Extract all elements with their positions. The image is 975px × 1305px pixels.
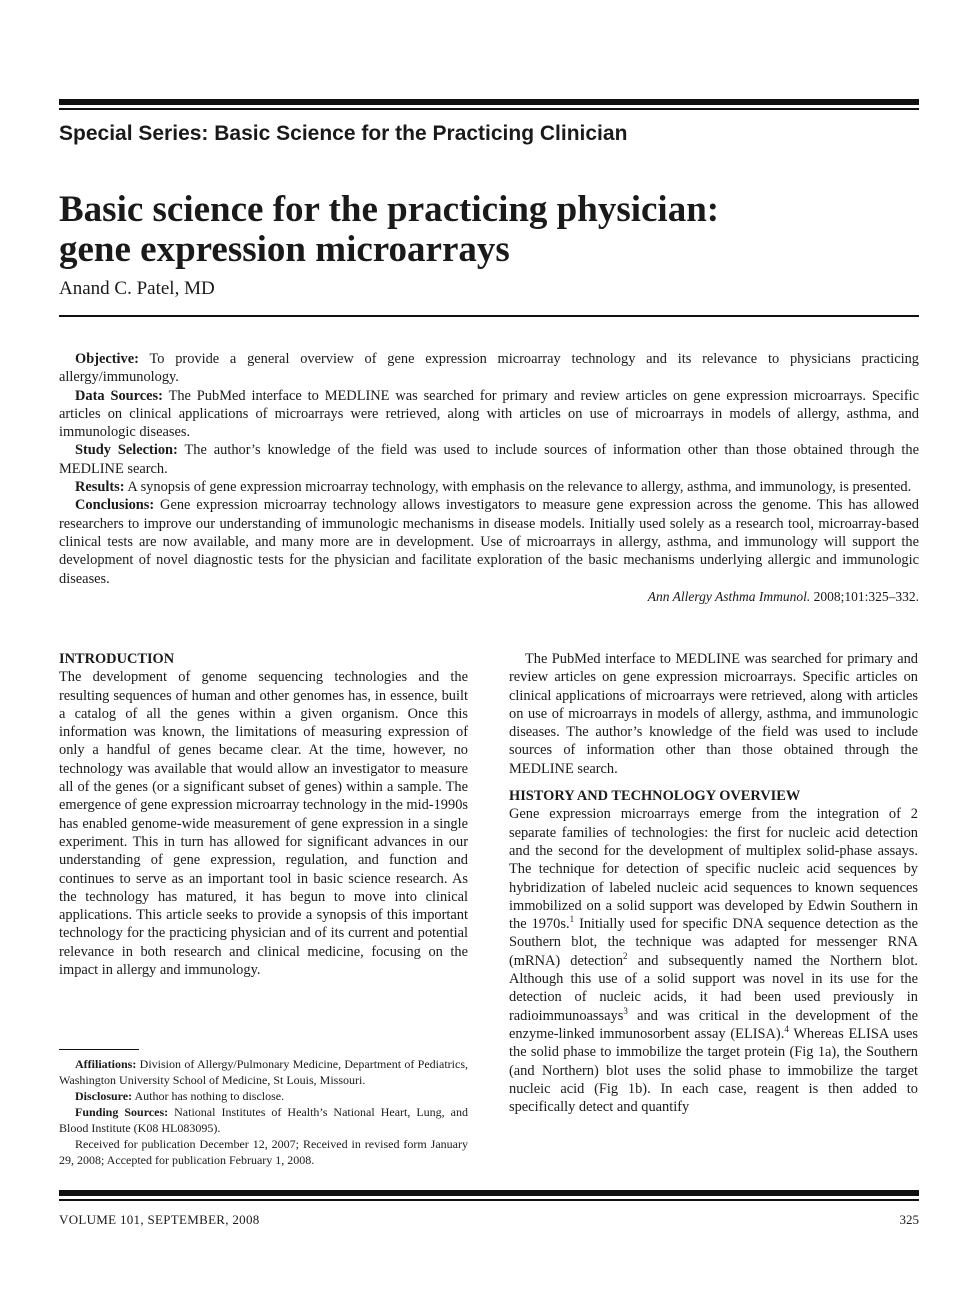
footnote-funding: Funding Sources: National Institutes of Health’s National Heart, Lung, and Blood Institute (K08 HL083095). xyxy=(59,1105,469,1135)
footnotes xyxy=(59,1056,468,1168)
history-paragraph: Gene expression microarrays emerge from the integration of 2 separate families of technologies: the first for nucleic acid detection and the second for the development of multiplex solid-phase assays. The technique for detection of specific nucleic acid sequences by hybridization of labeled nucleic acid sequences to known sequences immobilized on a solid support was developed by Edwin Southern in the 1970s.$^1$ Initially used for specific DNA sequence detection as the Southern blot, the technique was adapted for messenger RNA (mRNA) detection$^2$ and subsequently named the Northern blot. Although this use of a solid support was novel in its use for the detection of nucleic acids, it had been used previously in radioimmunoassays$^3$ and was critical in the development of the enzyme-linked immunosorbent assay (ELISA).$^4$ Whereas ELISA uses the solid phase to immobilize the target protein (Fig 1a), the Southern (and Northern) blot uses the solid phase to immobilize the target nucleic acid (Fig 1b). In each case, reagent is then added to specifically detect and quantify xyxy=(509,806,918,1116)
bottom-rule-thin xyxy=(59,1199,919,1201)
abstract xyxy=(59,350,919,606)
bottom-rule-thick xyxy=(59,1190,919,1196)
footnote-disclosure: Disclosure: Author has nothing to disclose. xyxy=(75,1089,285,1103)
footer-page-number: 325 xyxy=(899,1212,919,1227)
author-name: Anand C. Patel, MD xyxy=(59,278,215,299)
top-rule-thin xyxy=(59,108,919,110)
right-column xyxy=(509,650,918,1116)
methods-paragraph: The PubMed interface to MEDLINE was searched for primary and review articles on gene expression microarrays. Specific articles on clinical applications of microarrays were retrieved, along with articles on use of microarrays in models of allergy, asthma, and immunologic diseases. The author’s knowledge of the field was used to include sources of information other than those obtained through the MEDLINE search. xyxy=(509,651,918,777)
title-rule xyxy=(59,315,919,317)
left-column xyxy=(59,650,468,979)
ref-3[interactable]: 3 xyxy=(623,1005,628,1016)
top-rule-thick xyxy=(59,99,919,105)
series-heading: Special Series: Basic Science for the Practicing Clinician xyxy=(59,122,628,145)
footnote-rule xyxy=(59,1049,139,1050)
abstract-data-sources: Data Sources: The PubMed interface to MEDLINE was searched for primary and review articles on gene expression microarrays. Specific articles on clinical applications of microarrays were retrieved, along with articles on use of microarrays in models of allergy, asthma, and immunologic diseases. xyxy=(59,387,920,441)
abstract-study-selection: Study Selection: The author’s knowledge of the field was used to include sources of information other than those obtained through the MEDLINE search. xyxy=(59,442,919,477)
introduction-paragraph: The development of genome sequencing technologies and the resulting sequences of human and other genomes has, in essence, built a catalog of all the genes within a given organism. Once this information was known, the limitations of measuring expression of only a handful of genes became clear. At the time, however, no technology was available that would allow an investigator to measure all of the genes (or a significant subset of genes) within a sample. The emergence of gene expression microarray technology in the mid-1990s has enabled genome-wide measurement of gene expression in a single experiment. This in turn has allowed for significant advances in our understanding of gene expression, regulation, and function and continues to serve as an important tool in basic science research. As the technology has matured, it has begun to move into clinical applications. This article seeks to provide a synopsis of this important technology for the practicing physician and of its current and potential relevance in both research and clinical medicine, focusing on the impact in allergy and immunology. xyxy=(59,669,468,979)
ref-4[interactable]: 4 xyxy=(784,1024,789,1035)
ref-1[interactable]: 1 xyxy=(569,914,575,925)
footnote-affiliations: Affiliations: Division of Allergy/Pulmonary Medicine, Department of Pediatrics, Washington University School of Medicine, St Louis, Missouri. xyxy=(59,1057,468,1087)
article-title xyxy=(59,190,919,270)
introduction-heading: INTRODUCTION xyxy=(59,651,175,667)
abstract-results: Results: A synopsis of gene expression microarray technology, with emphasis on the relevance to allergy, asthma, and immunology, is presented. xyxy=(75,479,912,496)
title-line-2: gene expression microarrays xyxy=(59,229,510,270)
footnote-received: Received for publication December 12, 2007; Received in revised form January 29, 2008; Accepted for publication February 1, 2008. xyxy=(59,1137,468,1167)
history-heading: HISTORY AND TECHNOLOGY OVERVIEW xyxy=(509,788,801,805)
title-line-1: Basic science for the practicing physician: xyxy=(59,189,720,230)
footer-volume: VOLUME 101, SEPTEMBER, 2008 xyxy=(59,1212,260,1227)
abstract-conclusions: Conclusions: Gene expression microarray technology allows investigators to measure gene expression across the genome. This has allowed researchers to improve our understanding of immunologic mechanisms in disease models. Initially used solely as a research tool, microarray-based clinical tests are now available, and many more are in development. Use of microarrays in allergy, asthma, and immunology will support the development of novel diagnostic tests for the physician and facilitate exploration of the basic mechanisms underlying allergic and immunologic diseases. xyxy=(59,497,919,587)
abstract-objective: Objective: To provide a general overview of gene expression microarray technology and its relevance to physicians practicing allergy/immunology. xyxy=(59,351,919,386)
citation: Ann Allergy Asthma Immunol. 2008;101:325–332. xyxy=(647,588,919,604)
ref-2[interactable]: 2 xyxy=(623,950,628,961)
